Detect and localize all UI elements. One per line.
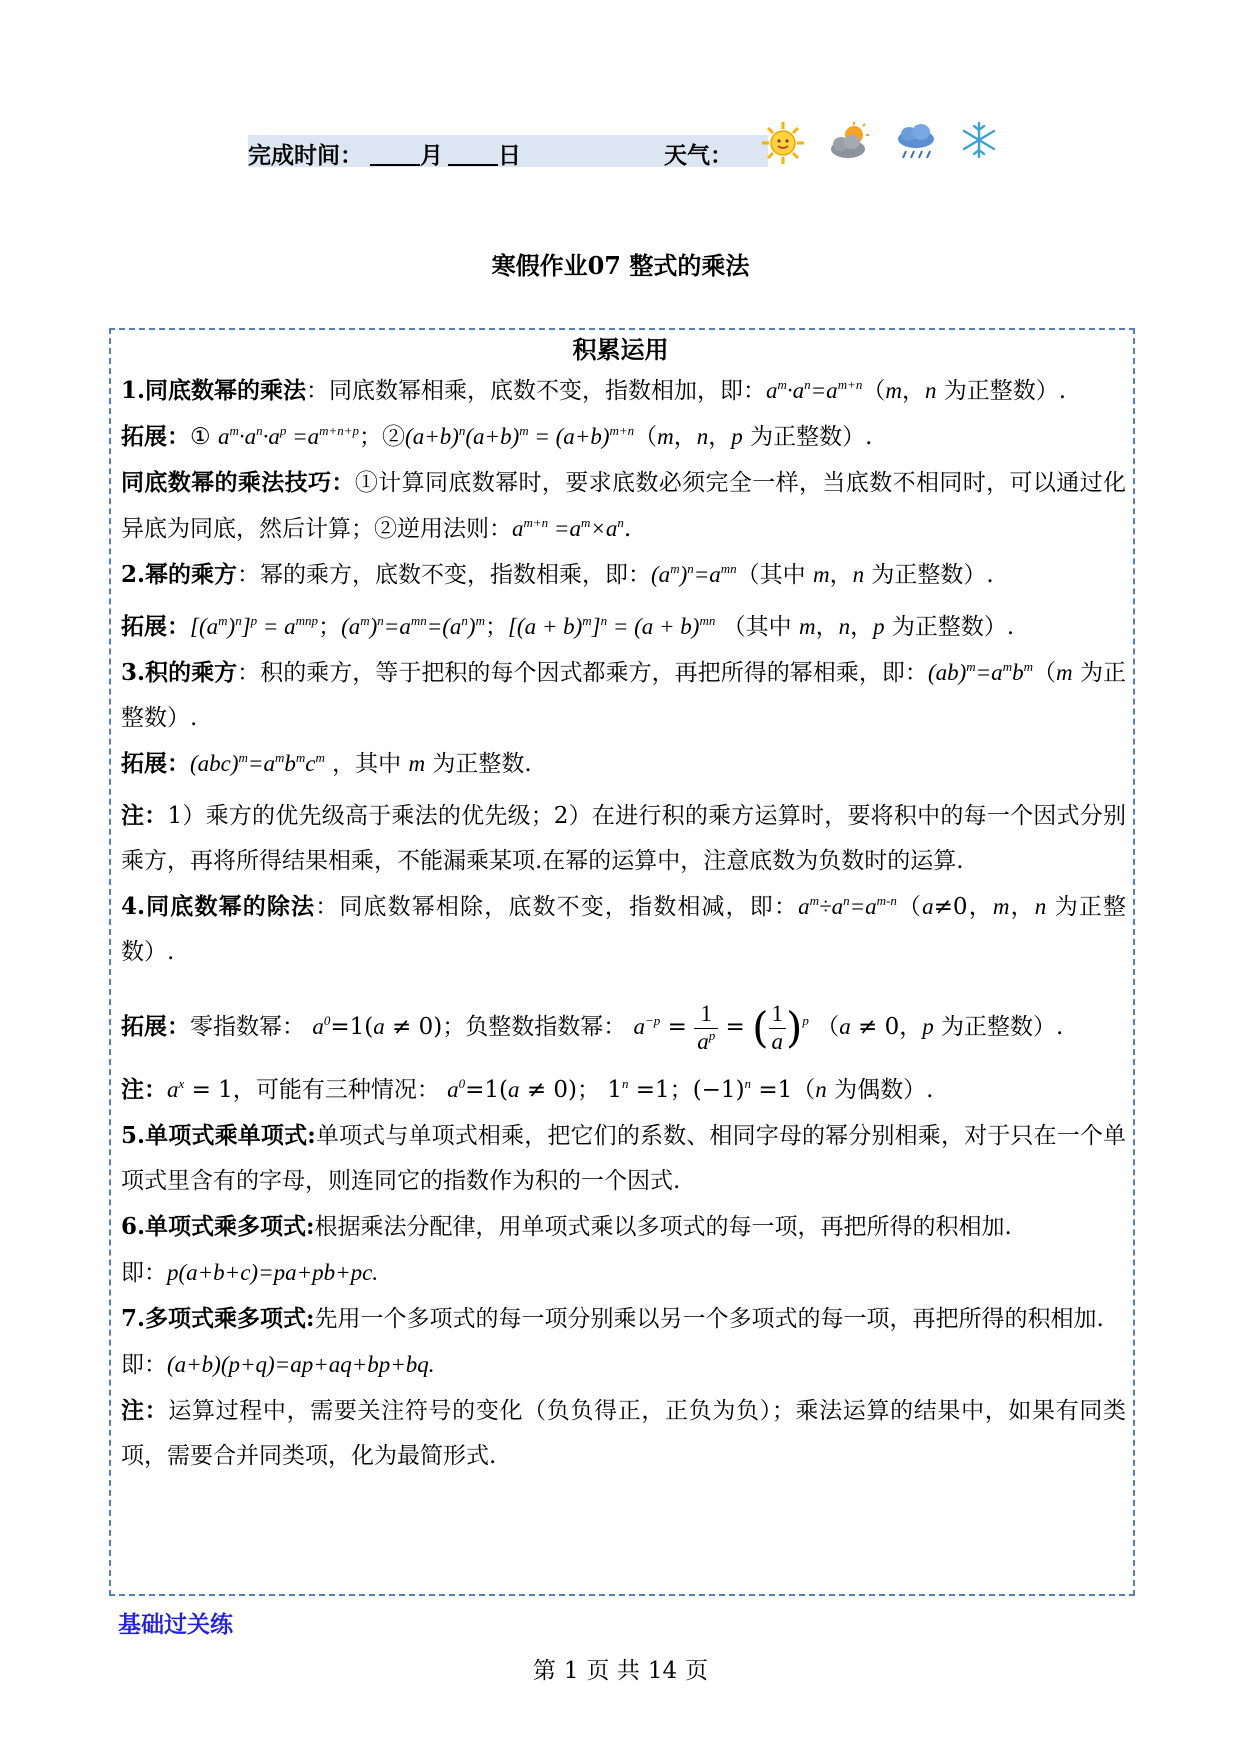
rule-3: 3.积的乘方：积的乘方，等于把积的每个因式都乘方，再把所得的幂相乘，即：$(ab)^m=a^mb^m(m$ 为正整数）. [121,659,1127,731]
note-2: 注：$a^x = 1$，可能有三种情况： $a^0=1(a \ne 0)$； $1^n =1$；$(-1)^n =1(n$ 为偶数）. [121,1076,934,1103]
formula: $a^x$ [167,1076,185,1102]
formula-prefix: 即： [121,1260,167,1286]
extension-2: 拓展：$[(a^m)^n]^p = a^{mnp}$；$(a^m)^n=a^{mn}=(a^n)^m$；$[(a + b)^m]^n = (a + b)^{mn}$ （其中 m，n，p 为正整数）. [121,613,1015,640]
rule-text: ：幂的乘方，底数不变，指数相乘，即： [237,562,652,588]
formula: (a+b)(p+q)=ap+aq+bp+bq. [167,1352,435,1377]
rule-label: 拓展： [121,613,190,640]
rule-label: 拓展： [121,750,190,777]
rule-label: 同底数幂的乘法技巧： [121,469,355,496]
rule-label: 2.幂的乘方 [121,561,238,588]
rule-label: 注： [121,1076,167,1103]
page-total: 14 [647,1658,678,1684]
formula: $a^m\cdot a^n\cdot a^p =a^{m+n+p}$ [217,423,360,449]
note-3 [121,1388,1126,1479]
rule-text: ①计算同底数幂时，要求底数必须完全一样，当底数不相同时，可以通过化异底为同底，然后计算；②逆用法则： [121,470,1127,542]
month-label: 月 [420,143,443,169]
rule-6-formula [121,1250,1126,1296]
rule-label: 拓展： [121,423,190,450]
rule-label: 3.积的乘方 [121,659,238,686]
rule-text: 先用一个多项式的每一项分别乘以另一个多项式的每一项，再把所得的积相加. [314,1306,1104,1332]
rule-note: 为正整数）. [943,378,1067,404]
rule-label: 7.多项式乘多项式: [121,1305,315,1332]
rule-label: 1.同底数幂的乘法 [121,377,307,404]
rule-text: 可能有三种情况： [255,1077,440,1103]
formula: $(ab)^m=a^mb^m$ [927,659,1033,685]
rule-note: 为正整数）. [121,894,1127,965]
formula: $(-1)^n$ [692,1076,752,1103]
extension-1: 拓展：① $a^m\cdot a^n\cdot a^p =a^{m+n+p}$；$②(a+b)^n(a+b)^m = (a+b)^{m+n}(m$，n，p 为正整数）. [121,423,873,450]
rule-5 [121,1113,1126,1204]
fraction: $\frac{1}{a}$ [769,1001,787,1055]
formula: p(a+b+c)=pa+pb+pc. [167,1260,379,1285]
rule-text: 根据乘法分配律，用单项式乘以多项式的每一项，再把所得的积相加. [314,1214,1012,1240]
rule-1-tips: 同底数幂的乘法技巧：①计算同底数幂时，要求底数必须完全一样，当底数不相同时，可以通过化异底为同底，然后计算；②逆用法则：$a^{m+n} =a^m\times a^n$. [121,469,1127,542]
day-field[interactable] [448,137,521,170]
snowflake-icon[interactable] [959,120,999,160]
rule-7 [121,1296,1126,1342]
rule-text: ：同底数幂相除，底数不变，指数相减，即： [315,894,799,920]
formula-prefix: 即： [121,1352,167,1378]
rain-icon[interactable] [893,120,939,166]
rule-note: 为正整数. [432,751,532,777]
rule-label: 4.同底数幂的除法 [121,893,316,920]
rule-label: 注： [121,1397,169,1424]
rule-6 [121,1204,1126,1250]
formula: $(a+b)^n(a+b)^m = (a+b)^{m+n}$ [405,423,635,449]
rule-label: 5.单项式乘单项式: [121,1122,316,1149]
basic-practice-heading[interactable]: 基础过关练 [118,1612,233,1638]
formula: $(a^m)^n=a^{mn}=(a^n)^m$ [341,613,485,639]
formula: $(a^m)^n=a^{mn}$ [651,561,737,587]
formula: $(abc)^m=a^mb^mc^m$ [190,750,325,776]
note-1 [121,793,1126,884]
rule-1: 1.同底数幂的乘法：同底数幂相乘，底数不变，指数相加，即：$a^m\cdot a^n=a^{m+n}(m$，n 为正整数）. [121,377,1067,404]
content-area [121,368,1126,1479]
completion-header [248,135,768,167]
page-footer [0,1652,1241,1685]
footer-text: 页 共 [586,1658,640,1684]
cloudy-sun-icon[interactable] [826,120,872,166]
formula: $a^{m+n} =a^m\times a^n$ [512,515,624,541]
rule-7-formula [121,1342,1126,1388]
rule-note: 为偶数）. [834,1077,934,1103]
rule-text: 1）乘方的优先级高于乘法的优先级；2）在进行积的乘方运算时，要将积中的每一个因式分别乘方，再将所得结果相乘，不能漏乘某项.在幂的运算中，注意底数为负数时的运算. [121,803,1126,874]
rule-text: 单项式与单项式相乘，把它们的系数、相同字母的幂分别相乘，对于只在一个单项式里含有的字母，则连同它的指数作为积的一个因式. [121,1123,1126,1194]
zero-exponent-label: 零指数幂： [190,1014,305,1040]
page-number: 1 [563,1658,579,1684]
formula: $a^m\div a^n=a^{m-n}$ [798,893,897,919]
formula: $a^0$ [312,1013,331,1039]
weather-label: 天气： [664,143,733,169]
rule-label: 拓展： [121,1013,190,1040]
day-label: 日 [498,143,521,169]
formula: $[(a + b)^m]^n = (a + b)^{mn}$ [507,613,716,639]
formula: $a^m\cdot a^n=a^{m+n}$ [766,377,863,403]
extension-3: 拓展：$(abc)^m=a^mb^mc^m$ ，其中 m 为正整数. [121,750,532,777]
rule-4: 4.同底数幂的除法：同底数幂相除，底数不变，指数相减，即：$a^m\div a^n=a^{m-n}(a\ne 0$，m，n 为正整数）. [121,893,1127,965]
footer-text: 页 [685,1658,709,1684]
sun-icon[interactable] [760,120,806,166]
formula: $[(a^m)^n]^p = a^{mnp}$ [190,613,319,639]
rule-note: 为正整数）. [871,562,994,588]
page-title: 寒假作业07 整式的乘法 [491,251,750,280]
rule-note: 为正整数）. [941,1014,1064,1040]
rule-label: 6.单项式乘多项式: [121,1213,315,1240]
rule-text: ：积的乘方，等于把积的每个因式都乘方，再把所得的幂相乘，即： [237,660,928,686]
rule-note: 为正整数）. [891,614,1015,640]
formula: $a^{-p}$ [633,1013,661,1039]
footer-text: 第 [532,1658,556,1684]
rule-label: 注： [121,802,168,829]
rule-note: 为正整数）. [121,660,1127,731]
rule-text: 运算过程中，需要关注符号的变化（负负得正，正负为负）；乘法运算的结果中，如果有同类项，需要合并同类项，化为最简形式. [121,1398,1127,1469]
rule-2: 2.幂的乘方：幂的乘方，底数不变，指数相乘，即：$(a^m)^n=a^{mn}$（其中 m，n 为正整数）. [121,561,994,588]
month-field[interactable] [370,137,443,170]
negative-exponent-label: 负整数指数幂： [465,1014,627,1040]
finish-time-label: 完成时间： [248,143,363,169]
section-title: 积累运用 [572,335,669,364]
rule-text: ：同底数幂相乘，底数不变，指数相加，即： [306,378,767,404]
extension-4: 拓展：零指数幂： $a^0=1(a \ne 0)$；负整数指数幂： $a^{-p}$ = $\frac{1}{a^p}$ = ( $\frac{1}{a}$ )$^p$ （a ≠ 0，p 为正整数）. [121,1001,1064,1054]
fraction: $\frac{1}{a^p}$ [694,1001,718,1055]
